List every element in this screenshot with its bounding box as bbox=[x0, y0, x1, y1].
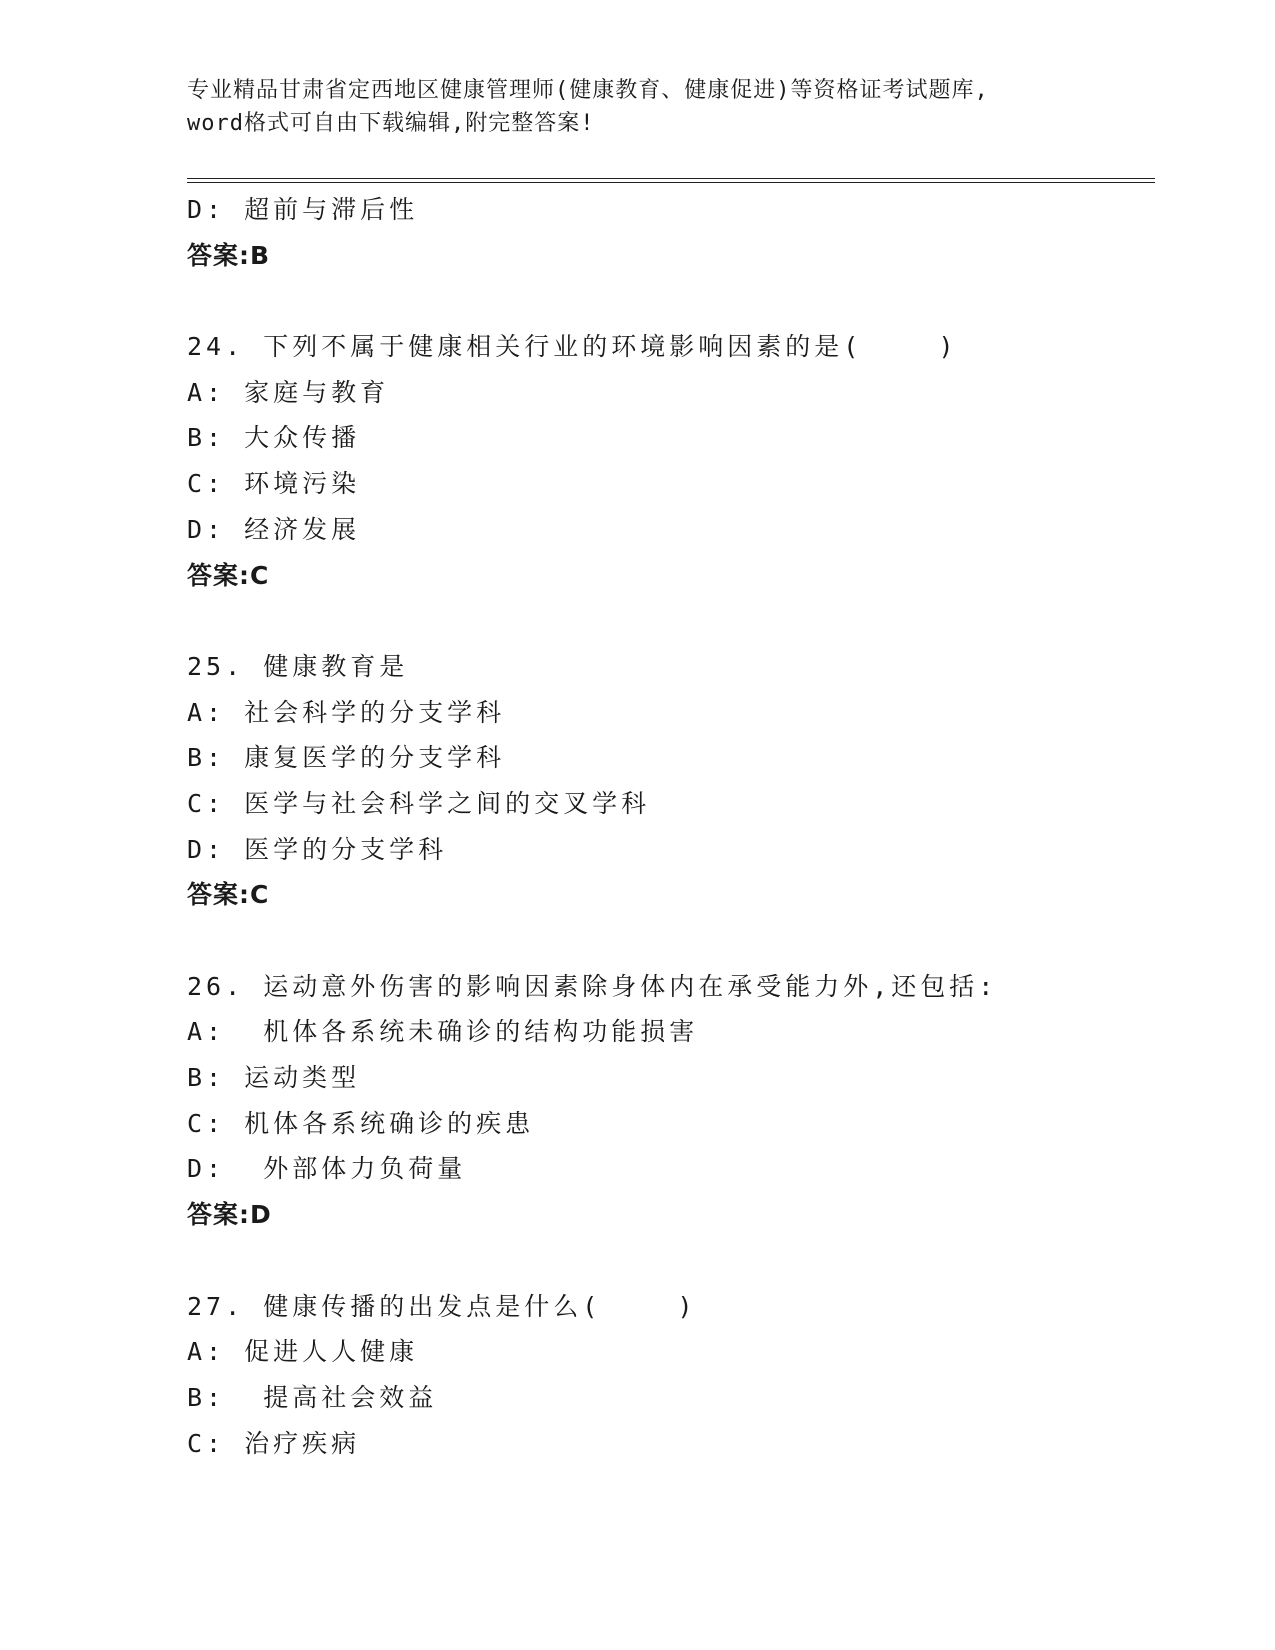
spacer bbox=[187, 598, 1147, 644]
question-26-option-a: A: 机体各系统未确诊的结构功能损害 bbox=[187, 1017, 699, 1047]
question-25-option-b: B: 康复医学的分支学科 bbox=[187, 743, 506, 773]
document-header bbox=[187, 74, 1087, 140]
question-25-stem: 25. 健康教育是 bbox=[187, 651, 409, 681]
question-26-answer: 答案:D bbox=[187, 1200, 272, 1230]
question-list bbox=[187, 187, 1147, 1466]
prev-option-d: D: 超前与滞后性 bbox=[187, 195, 419, 224]
question-26-option-c: C: 机体各系统确诊的疾患 bbox=[187, 1108, 535, 1138]
question-26-stem: 26. 运动意外伤害的影响因素除身体内在承受能力外,还包括: bbox=[187, 971, 998, 1001]
question-26-option-b: B: 运动类型 bbox=[187, 1063, 361, 1093]
question-24-option-a: A: 家庭与教育 bbox=[187, 377, 390, 407]
question-24-answer: 答案:C bbox=[187, 560, 270, 590]
question-24-option-d: D: 经济发展 bbox=[187, 514, 361, 544]
spacer bbox=[187, 918, 1147, 964]
question-25-option-a: A: 社会科学的分支学科 bbox=[187, 697, 506, 727]
question-27-option-c: C: 治疗疾病 bbox=[187, 1428, 361, 1458]
question-24-option-c: C: 环境污染 bbox=[187, 469, 361, 499]
question-24-option-b: B: 大众传播 bbox=[187, 423, 361, 453]
question-27-option-b: B: 提高社会效益 bbox=[187, 1382, 438, 1412]
header-line-1: 专业精品甘肃省定西地区健康管理师(健康教育、健康促进)等资格证考试题库, bbox=[187, 78, 989, 103]
question-27-stem: 27. 健康传播的出发点是什么( ) bbox=[187, 1291, 697, 1321]
question-25-answer: 答案:C bbox=[187, 880, 270, 910]
question-26-option-d: D: 外部体力负荷量 bbox=[187, 1154, 467, 1184]
question-25-option-d: D: 医学的分支学科 bbox=[187, 834, 448, 864]
header-rule-top bbox=[187, 178, 1155, 179]
question-25-option-c: C: 医学与社会科学之间的交叉学科 bbox=[187, 788, 651, 818]
spacer bbox=[187, 278, 1147, 324]
header-rule-bottom bbox=[187, 182, 1155, 183]
question-27-option-a: A: 促进人人健康 bbox=[187, 1337, 419, 1367]
question-24-stem: 24. 下列不属于健康相关行业的环境影响因素的是( ) bbox=[187, 332, 958, 362]
prev-answer: 答案:B bbox=[187, 240, 271, 270]
header-line-2: word格式可自由下载编辑,附完整答案! bbox=[187, 111, 595, 136]
spacer bbox=[187, 1238, 1147, 1284]
